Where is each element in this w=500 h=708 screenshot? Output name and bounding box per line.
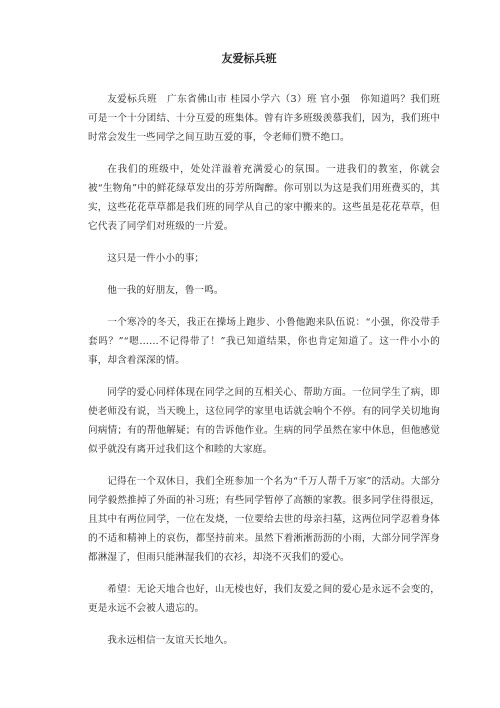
body-paragraph-1: 在我们的班级中，处处洋溢着充满爱心的氛围。一进我们的教室，你就会被“生物角”中的鲜花绿草发出的芬芳所陶醉。你可别以为这是我们用班费买的，其实，这些花花草草都是我们班的同学从自己的家中搬来的。这些虽是花花草草，但它代表了同学们对班级的一片爱。 [88, 164, 440, 232]
body-paragraph-3: 他一我的好朋友，鲁一鸣。 [107, 285, 224, 296]
body-paragraph-2: 这只是一件小小的事； [107, 253, 205, 264]
body-paragraph-8: 我永远相信一友谊天长地久。 [107, 635, 234, 646]
body-paragraph-6: 记得在一个双休日，我们全班参加一个名为“千万人帮千万家”的活动。大部分同学毅然推掉了外面的补习班；有些同学暂停了高额的家教。很多同学住得很远，且其中有两位同学，一位在发烧，一位要给去世的母亲扫墓，这两位同学忍着身体的不适和精神上的哀伤，都坚持前来。虽然下着淅淅沥沥的小雨，大部分同学浑身都淋湿了，但雨只能淋湿我们的衣衫，却浇不灭我们的爱心。 [88, 476, 440, 563]
body-paragraph-5: 同学的爱心同样体现在同学之间的互相关心、帮助方面。一位同学生了病，即使老师没有说，当天晚上，这位同学的家里电话就会响个不停。有的同学关切地询问病情；有的帮他解疑；有的告诉他作业。生病的同学虽然在家中休息，但他感觉似乎就没有离开过我们这个和睦的大家庭。 [88, 387, 440, 455]
intro-paragraph [88, 90, 440, 147]
body-paragraph-7: 希望：无论天地合也好，山无棱也好，我们友爱之间的爱心是永远不会变的，更是永远不会被人遗忘的。 [88, 584, 440, 614]
document-title: 友爱标兵班 [221, 52, 277, 65]
byline-author: 广东省佛山市 桂园小学六（3）班 官小强 [167, 94, 351, 105]
intro-text: 你知道吗？我们班可是一个十分团结、十分互爱的班集体。曾有许多班级羡慕我们，因为，我们班中时常会发生一些同学之间互助互爱的事，令老师们赞不绝口。 [88, 94, 440, 143]
byline-heading: 友爱标兵班 [107, 94, 158, 105]
body-paragraph-4: 一个寒冷的冬天，我正在操场上跑步、小鲁他跑来队伍说：“小强，你没带手套吗？”“嗯……不记得带了！”我已知道结果，你也肯定知道了。这一件小小的事，却含着深深的情。 [88, 317, 440, 366]
